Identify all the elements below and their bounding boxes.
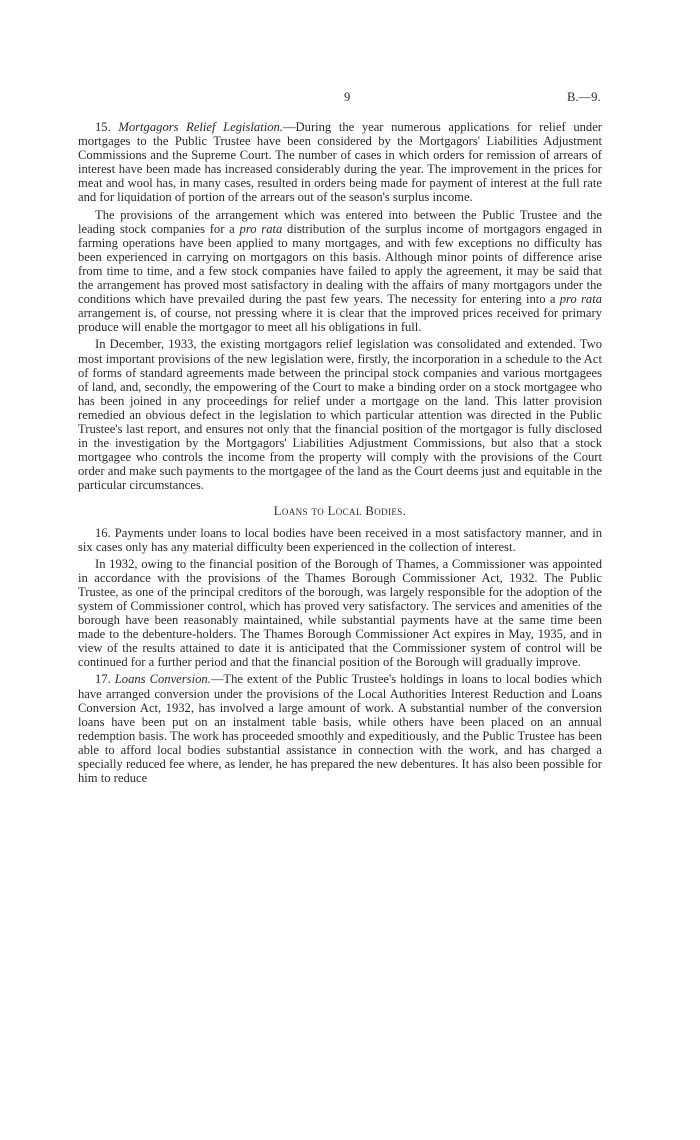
document-text [78, 120, 602, 785]
paragraph-thames: In 1932, owing to the financial position of the Borough of Thames, a Commissioner was appointed in accordance with the provisions of the Thames Borough Commissioner Act, 1932. The Public Trustee, as one of the principal creditors of the borough, was largely responsible for the adoption of the system of Commissioner control, which has proved very satisfactory. The services and amenities of the borough have been reasonably maintained, while substantial payments have at the same time been made to the debenture-holders. The Thames Borough Commissioner Act expires in May, 1935, and in view of the results attained to date it is anticipated that the Commissioner system of control will be continued for a further period and that the financial position of the Borough will gradually improve. [78, 556, 602, 670]
text-run: distribution of the surplus income of mortgagors engaged in farming operations have been applied to many mortgages, and with few exceptions no difficulty has been experienced in carrying on mortgagors on this basis. Although minor points of difference arise from time to time, and a few stock companies have failed to apply the agreement, it may be said that the arrangement has proved most satisfactory in dealing with the affairs of many mortgagors under the conditions which have prevailed during the past few years. The necessity for entering into a [78, 221, 603, 307]
paragraph-16 [78, 526, 602, 554]
paragraph-text: —During the year numerous applications for relief under mortgages to the Public Trustee have been considered by the Mortgagors' Liabilities Adjustment Commissions and the Supreme Court. The number of cases in which orders for remission of arrears of interest have been made has increased considerably during the year. The improvement in the prices for meat and wool has, in many cases, resulted in orders being made for payment of interest at the full rate and for liquidation of portion of the arrears out of the season's surplus income. [78, 120, 602, 205]
page-number: 9 [344, 90, 351, 104]
text-run: The provisions of the arrangement which was entered into between the Public Trustee and the leading stock companies for a [78, 207, 602, 236]
paragraph-heading: Loans Conversion. [114, 672, 211, 687]
paragraph-number: 15. [95, 120, 111, 134]
italic-term: pro rata [239, 221, 283, 236]
paragraph-arrangement [78, 208, 602, 335]
paragraph-text: —The extent of the Public Trustee's holdings in loans to local bodies which have arranged conversion under the provisions of the Local Authorities Interest Reduction and Loans Conversion Act, 1932, has involved a large amount of work. A substantial number of the conversion loans have been put on an instalment table basis, while others have been placed on an annual redemption basis. The work has proceeded smoothly and expeditiously, and the Public Trustee has been able to afford local bodies substantial assistance in connection with the work, and has charged a specially reduced fee where, as lender, he has prepared the new debentures. It has also been possible for him to reduce [78, 672, 602, 786]
paragraph-15 [78, 120, 602, 205]
paragraph-text: Payments under loans to local bodies have been received in a most satisfactory manner, and in six cases only has any material difficulty been experienced in the collection of interest. [78, 525, 602, 554]
paragraph-december-1933: In December, 1933, the existing mortgagors relief legislation was consolidated and extended. Two most important provisions of the new legislation were, firstly, the incorporation in a schedule to the Act of forms of standard agreements made between the principal stock companies and various mortgagees of land, and, secondly, the empowering of the Court to make a binding order on a stock mortgagee who has been joined in any proceedings for relief under a mortgage on the land. This latter provision remedied an obvious defect in the legislation to which particular attention was directed in the Public Trustee's last report, and ensures not only that the financial position of the mortgagor is fully disclosed in the investigation by the Mortgagors' Liabilities Adjustment Commissions, but also that a stock mortgagee who controls the income from the property will comply with the provisions of the Court order and make such payments to the mortgagee of the land as the Court deems just and equitable in the particular circumstances. [78, 337, 602, 493]
section-heading: Loans to Local Bodies. [273, 504, 407, 519]
paragraph-number: 17. [95, 672, 111, 687]
document-reference: B.—9. [567, 90, 601, 104]
italic-term: pro rata [559, 292, 602, 307]
paragraph-17 [78, 672, 602, 785]
paragraph-number: 16. [95, 525, 111, 540]
page-header [0, 90, 700, 106]
paragraph-heading: Mortgagors Relief Legislation. [118, 120, 283, 134]
text-run: arrangement is, of course, not pressing where it is clear that the improved prices received for primary produce will enable the mortgagor to meet all his obligations in full. [78, 306, 602, 335]
